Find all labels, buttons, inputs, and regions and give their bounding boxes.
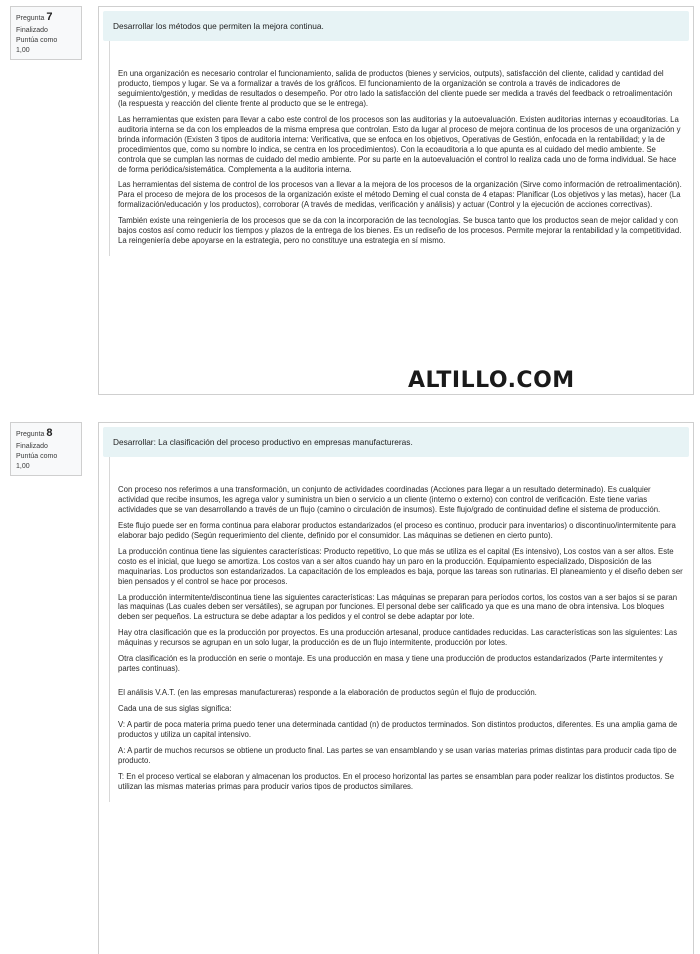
answer-paragraph: En una organización es necesario controlar el funcionamiento, salida de productos (bienes y servicios, outputs), satisfacción del cliente, calidad y cantidad del producto, tiempos y lugar. Se va a formalizar a través de los gráficos. El funcionamiento de la organización se controla a través de indicadores de seguimiento/gestión, y medidas de resultados o desempeño. Por otro lado la satisfacción del cliente puede ser medida a través del feedback o retroalimentación (la respuesta y reacción del cliente frente al producto que se le entrega). [118,68,673,108]
question-label: Pregunta [16,15,45,22]
question-prompt: Desarrollar: La clasificación del proceso productivo en empresas manufactureras. [103,427,689,457]
answer-paragraph: Las herramientas que existen para llevar a cabo este control de los procesos son las auditorias y la autoevaluación. Existen auditorias internas y ecoauditorias. La auditoria interna se da con los empleados de la misma empresa que controlan. Esto da lugar al proceso de mejora continua de los procesos de una organización y brinda información (Existen 3 tipos de auditoria interna: Verificativa, que se enfoca en los objetivos, Operativas de Gestión, enfocada en la rentabilidad; y la de procedimientos que, como su nombre lo indica, se centra en los procedimientos). Con la ecoauditoria a lo que apunta es al cuidado del medio ambiente. Se controla que se cumplan las normas de cuidado del medio ambiente. Por su parte en la autoevaluación el control lo realiza cada uno de forma individual. Se hace de forma periódica/sistemática. Complementa a la auditoria interna. [118,114,681,174]
question-score-label: Puntúa como [16,453,58,461]
question-prompt: Desarrollar los métodos que permiten la mejora continua. [103,11,689,41]
question-content-7 [98,6,694,395]
question-score: 1,00 [16,47,30,55]
question-number-value: 7 [46,11,53,23]
answer-text [109,41,689,257]
answer-text [109,457,689,802]
answer-paragraph: Con proceso nos referimos a una transformación, un conjunto de actividades coordinadas (Acciones para llegar a un resultado determinado). Es cualquier actividad que recibe insumos, les agrega valor y suministra un bien o servicio a un cliente (interno o externo) con control de verificación. Este tiene varias actividades que se van desarrollando a través de un flujo (camino o circulación de insumos). Este flujo/grado de continuidad define el sistema de producción. [118,484,661,514]
answer-paragraph: La producción intermitente/discontinua tiene las siguientes características: Las máquinas se preparan para períodos cortos, los costos van a ser bajos si se paran las maquinas (Las cuales deben ser versátiles), se agrupan por funciones. El personal debe ser calificado ya que es una mano de obra intensiva. Los bloques deben ser pequeños. La estructura se debe adaptar a los pedidos y el control se debe adaptar por lote. [118,592,678,622]
question-content-8 [98,422,694,954]
watermark: ALTILLO.COM [408,368,575,393]
question-info-7 [10,6,82,60]
question-label: Pregunta [16,431,45,438]
answer-paragraph: El análisis V.A.T. (en las empresas manufactureras) responde a la elaboración de productos según el flujo de producción. [118,688,537,698]
answer-paragraph: A: A partir de muchos recursos se obtiene un producto final. Las partes se van ensamblando y se usan varias materias primas distintas para producir cada tipo de producto. [118,746,677,766]
question-score-label: Puntúa como [16,37,58,45]
question-number-value: 8 [46,427,53,439]
answer-paragraph: Otra clasificación es la producción en serie o montaje. Es una producción en masa y tiene una producción de productos estandarizados (Parte intermitentes y partes continuas). [118,654,663,674]
answer-paragraph: También existe una reingeniería de los procesos que se da con la incorporación de las tecnologías. Se busca tanto que los productos sean de mejor calidad y con bajos costos así como reducir los tiempos y plazos de la entrega de los bienes. Es un rediseño de los procesos. Permite mejorar la rentabilidad y la competitividad. La reingeniería debe apoyarse en la estrategia, pero no constituye una estrategia en sí mismo. [118,216,682,246]
answer-paragraph: Las herramientas del sistema de control de los procesos van a llevar a la mejora de los procesos de la organización (Sirve como información de retroalimentación). Para el proceso de mejora de los procesos de la organización existe el método Deming el cual consta de 4 etapas: Planificar (Los objetivos y las metas), hacer (La formalización/educación y los productos), corroborar (A través de medidas, verificación y análisis) y actuar (Control y la ejecución de acciones correctivas). [118,180,682,210]
answer-paragraph: V: A partir de poca materia prima puedo tener una determinada cantidad (n) de productos terminados. Son distintos productos, diferentes. Es una amplia gama de productos y utiliza un capital intensivo. [118,720,678,740]
question-status: Finalizado [16,442,48,450]
question-info-8 [10,422,82,476]
answer-paragraph: Este flujo puede ser en forma continua para elaborar productos estandarizados (el proceso es continuo, producir para inventarios) o discontinuo/intermitente para elaborar bajo pedido (Según requerimiento del cliente, definido por el consumidor. Las máquinas se detienen en cierto punto). [118,520,676,540]
question-status: Finalizado [16,26,48,34]
answer-paragraph: T: En el proceso vertical se elaboran y almacenan los productos. En el proceso horizontal las partes se ensamblan para poder realizar los distintos productos. Se utilizan las mismas materias primas para producir varios tipos de productos similares. [118,772,675,792]
question-number [16,426,76,442]
question-number [16,10,76,26]
question-score: 1,00 [16,463,30,471]
answer-paragraph: Hay otra clasificación que es la producción por proyectos. Es una producción artesanal, produce cantidades reducidas. Las características son las siguientes: Las máquinas y recursos se agrupan en un solo lugar, la producción es de un flujo intermitente, producción por lotes. [118,628,678,648]
answer-paragraph: Cada una de sus siglas significa: [118,704,232,714]
answer-paragraph: La producción continua tiene las siguientes características: Producto repetitivo, Lo que más se utiliza es el capital (Es intensivo), Los costos van a ser altos. Este costo es el inicial, que luego se amortiza. Los costos van a ser altos cuando hay un paro en la producción. Equipamiento especializado, Disposición de las maquinarias. Los productos son estandarizados. La capacitación de los empleados es baja, porque las tareas son rutinarias. El planeamiento y el diseño deben ser bien pensados y el control se hace por procesos. [118,546,683,586]
